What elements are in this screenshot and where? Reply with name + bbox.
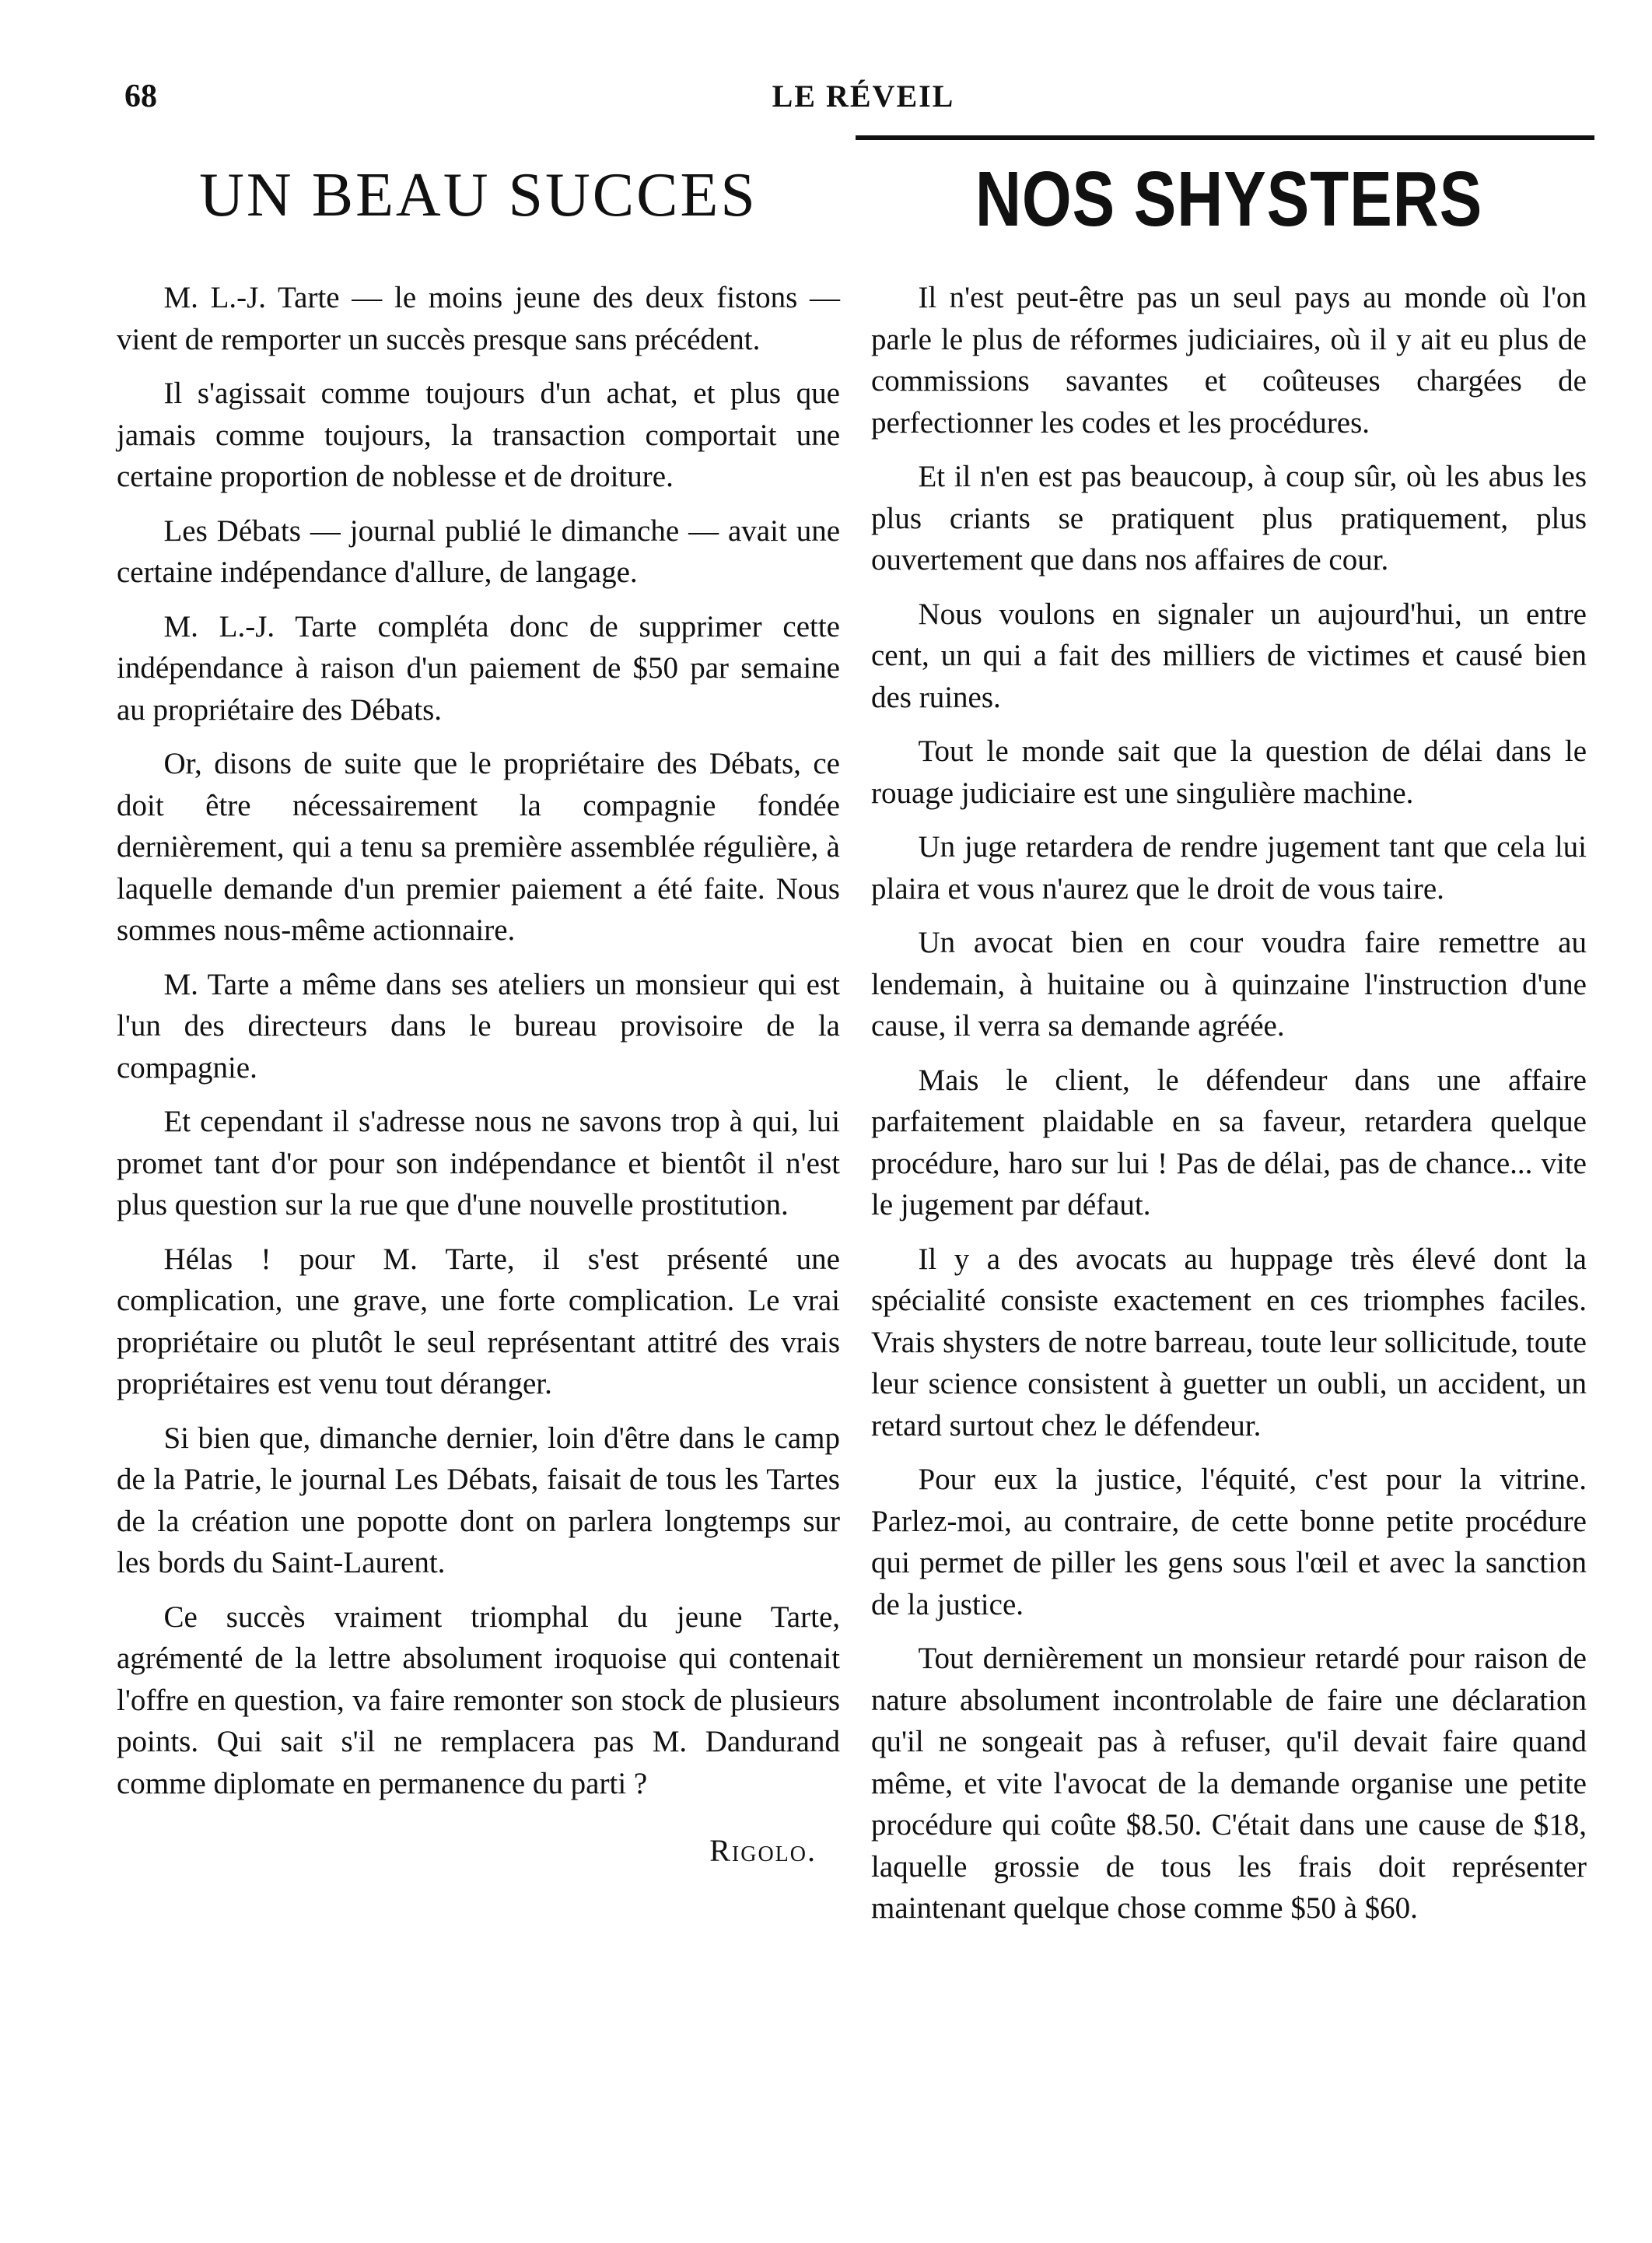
article-paragraph: Un avocat bien en cour voudra faire remettre au lendemain, à huitaine ou à quinzaine l'instruction d'une cause, il verra sa demande agréée. xyxy=(871,926,1587,1043)
article-paragraph: Et il n'en est pas beaucoup, à coup sûr, où les abus les plus criants se pratiquent plus pratiquement, plus ouvertement que dans nos affaires de cour. xyxy=(871,460,1587,577)
article-paragraph: Hélas ! pour M. Tarte, il s'est présenté une complication, une grave, une forte complication. Le vrai propriétaire ou plutôt le seul représentant attitré des vrais propriétaires est venu tout déranger. xyxy=(117,1242,840,1400)
article-signature: Rigolo. xyxy=(709,1833,817,1868)
article-paragraph: Il n'est peut-être pas un seul pays au monde où l'on parle le plus de réformes judiciaires, où il y ait eu plus de commissions savantes et coûteuses chargées de perfectionner les codes et les procédures. xyxy=(871,281,1587,440)
article-title: NOS SHYSTERS xyxy=(975,156,1483,243)
article-paragraph: Or, disons de suite que le propriétaire des Débats, ce doit être nécessairement la compagnie fondée dernièrement, qui a tenu sa première assemblée régulière, à laquelle demande d'un premier paiement a été faite. Nous sommes nous-même actionnaire. xyxy=(117,747,840,947)
article-un-beau-succes xyxy=(117,152,840,1869)
article-paragraph: Il s'agissait comme toujours d'un achat, et plus que jamais comme toujours, la transaction comportait une certaine proportion de noblesse et de droiture. xyxy=(117,377,840,493)
article-paragraph: Ce succès vraiment triomphal du jeune Tarte, agrémenté de la lettre absolument iroquoise qui contenait l'offre en question, va faire remonter son stock de plusieurs points. Qui sait s'il ne remplacera pas M. Dandurand comme diplomate en permanence du parti ? xyxy=(117,1600,840,1800)
article-paragraph: Nous voulons en signaler un aujourd'hui, un entre cent, un qui a fait des milliers de victimes et causé bien des ruines. xyxy=(871,597,1587,714)
article-nos-shysters xyxy=(871,152,1587,1942)
article-paragraph: M. L.-J. Tarte compléta donc de supprimer cette indépendance à raison d'un paiement de $50 par semaine au propriétaire des Débats. xyxy=(117,609,840,727)
running-head xyxy=(124,78,1602,134)
article-paragraph: Tout dernièrement un monsieur retardé pour raison de nature absolument incontrolable de faire une déclaration qu'il ne songeait pas à refuser, qu'il devait faire quand même, et vite l'avocat de la demande organise une petite procédure qui coûte $8.50. C'était dans une cause de $18, laquelle grossie de tous les frais doit représenter maintenant quelque chose comme $50 à $60. xyxy=(871,1642,1587,1925)
article-paragraph: Pour eux la justice, l'équité, c'est pour la vitrine. Parlez-moi, au contraire, de cette bonne petite procédure qui permet de piller les gens sous l'œil et avec la sanction de la justice. xyxy=(871,1463,1587,1621)
article-paragraph: M. L.-J. Tarte — le moins jeune des deux fistons — vient de remporter un succès presque sans précédent. xyxy=(117,281,840,356)
article-paragraph: Il y a des avocats au huppage très élevé dont la spécialité consiste exactement en ces triomphes faciles. Vrais shysters de notre barreau, toute leur sollicitude, toute leur science consistent à guetter un oubli, un accident, un retard surtout chez le défendeur. xyxy=(871,1242,1587,1442)
journal-title: LE RÉVEIL xyxy=(772,79,955,114)
page-number: 68 xyxy=(124,79,157,114)
article-paragraph: Les Débats — journal publié le dimanche — avait une certaine indépendance d'allure, de langage. xyxy=(117,513,840,589)
article-paragraph: Un juge retardera de rendre jugement tant que cela lui plaira et vous n'aurez que le droit de vous taire. xyxy=(871,830,1587,906)
article-paragraph: Mais le client, le défendeur dans une affaire parfaitement plaidable en sa faveur, retardera quelque procédure, haro sur lui ! Pas de délai, pas de chance... vite le jugement par défaut. xyxy=(871,1063,1587,1221)
article-paragraph: Si bien que, dimanche dernier, loin d'être dans le camp de la Patrie, le journal Les Débats, faisait de tous les Tartes de la création une popotte dont on parlera longtemps sur les bords du Saint-Laurent. xyxy=(117,1421,840,1579)
article-title: UN BEAU SUCCES xyxy=(199,161,758,230)
article-paragraph: Tout le monde sait que la question de délai dans le rouage judiciaire est une singulière machine. xyxy=(871,734,1587,810)
article-paragraph: M. Tarte a même dans ses ateliers un monsieur qui est l'un des directeurs dans le bureau provisoire de la compagnie. xyxy=(117,967,840,1085)
article-paragraph: Et cependant il s'adresse nous ne savons trop à qui, lui promet tant d'or pour son indépendance et bientôt il n'est plus question sur la rue que d'une nouvelle prostitution. xyxy=(117,1105,840,1221)
header-rule xyxy=(856,135,1594,140)
